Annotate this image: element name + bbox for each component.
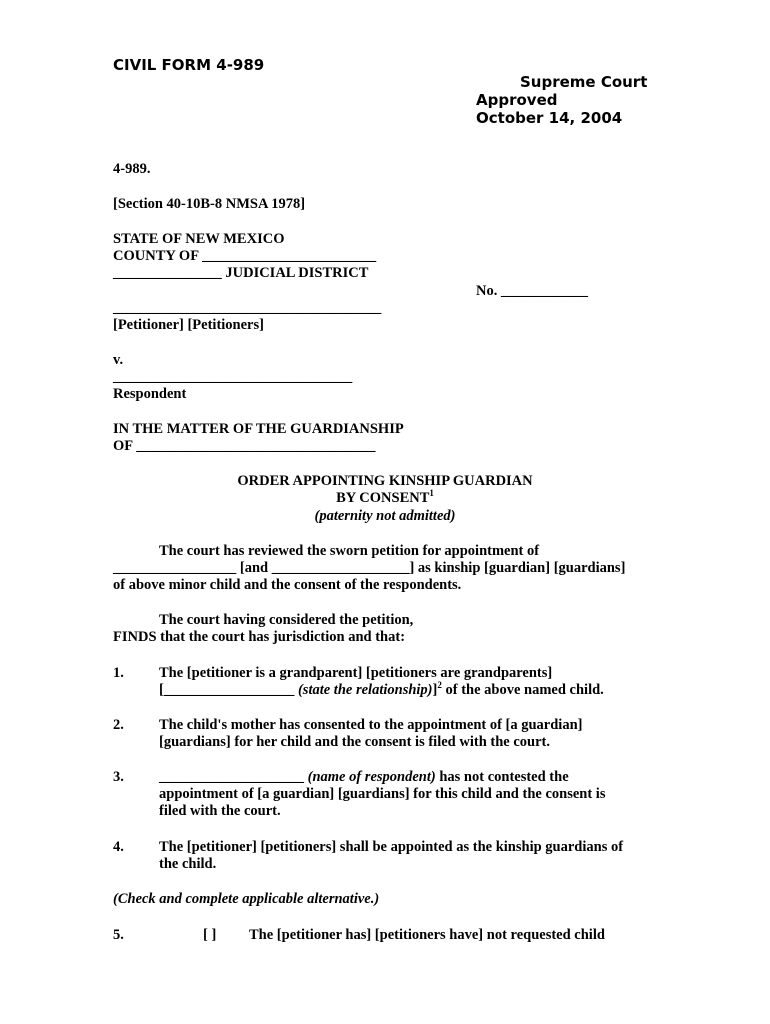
order-title-consent: BY CONSENT (336, 490, 430, 506)
respondent-name-instruction: (name of respondent) (307, 769, 436, 785)
item-5-checkbox[interactable]: [ ] (203, 927, 217, 943)
finding-3-line1 (159, 769, 569, 786)
para2-line1: The court having considered the petition, (159, 612, 414, 628)
form-title: CIVIL FORM 4-989 (113, 56, 265, 74)
respondent-label: Respondent (113, 386, 187, 402)
caption-county: COUNTY OF ________________________ (113, 248, 377, 264)
finding-3-number: 3. (113, 769, 124, 785)
relationship-close: ] (432, 682, 438, 698)
relationship-instruction: (state the relationship) (297, 682, 433, 698)
finding-2-line1: The child's mother has consented to the appointment of [a guardian] (159, 717, 583, 733)
para1-line2: _________________ [and ___________________] as kinship [guardian] [guardians] (113, 560, 626, 576)
finding-1-line1: The [petitioner is a grandparent] [petitioners are grandparents] (159, 665, 553, 681)
matter-line-2: OF _________________________________ (113, 438, 376, 454)
approval-date: October 14, 2004 (476, 109, 623, 127)
caption-district: _______________ JUDICIAL DISTRICT (113, 265, 369, 281)
finding-3-rest: has not contested the (439, 769, 569, 785)
caption-state: STATE OF NEW MEXICO (113, 231, 285, 247)
petitioner-label: [Petitioner] [Petitioners] (113, 317, 264, 333)
item-5-text: The [petitioner has] [petitioners have] not requested child (249, 927, 605, 943)
footnote-marker-1: 1 (429, 488, 434, 499)
rule-number: 4-989. (113, 161, 151, 177)
finding-2-number: 2. (113, 717, 124, 733)
finding-4-line1: The [petitioner] [petitioners] shall be appointed as the kinship guardians of (159, 839, 624, 855)
case-number: No. ____________ (476, 283, 588, 299)
finding-4-line2: the child. (159, 856, 217, 872)
para2-line2: FINDS that the court has jurisdiction and that: (113, 629, 406, 645)
finding-2-line2: [guardians] for her child and the consent is filed with the court. (159, 734, 550, 750)
respondent-blank: _________________________________ (113, 369, 353, 385)
relationship-blank: [__________________ (159, 682, 295, 698)
para1-line1: The court has reviewed the sworn petition for appointment of (159, 543, 540, 559)
section-reference: [Section 40-10B-8 NMSA 1978] (113, 196, 306, 212)
approval-court: Supreme Court (520, 73, 648, 91)
matter-line-1: IN THE MATTER OF THE GUARDIANSHIP (113, 421, 404, 437)
finding-3-line2: appointment of [a guardian] [guardians] for this child and the consent is (159, 786, 606, 802)
alternative-note: (Check and complete applicable alternative.) (113, 891, 380, 907)
approval-status: Approved (476, 91, 558, 109)
finding-1-number: 1. (113, 665, 124, 681)
finding-3-line3: filed with the court. (159, 803, 281, 819)
item-5-number: 5. (113, 927, 124, 943)
order-title: ORDER APPOINTING KINSHIP GUARDIAN (237, 473, 533, 489)
order-subtitle: (paternity not admitted) (314, 508, 456, 524)
respondent-name-blank: ____________________ (159, 769, 304, 785)
finding-4-number: 4. (113, 839, 124, 855)
petitioner-blank: _____________________________________ (113, 300, 382, 316)
para1-line3: of above minor child and the consent of the respondents. (113, 577, 462, 593)
footnote-marker-2: 2 (437, 680, 442, 691)
finding-1-line2 (159, 682, 604, 699)
order-title-line-2 (0, 490, 770, 507)
finding-1-rest: of the above named child. (441, 682, 604, 698)
versus: v. (113, 352, 124, 368)
